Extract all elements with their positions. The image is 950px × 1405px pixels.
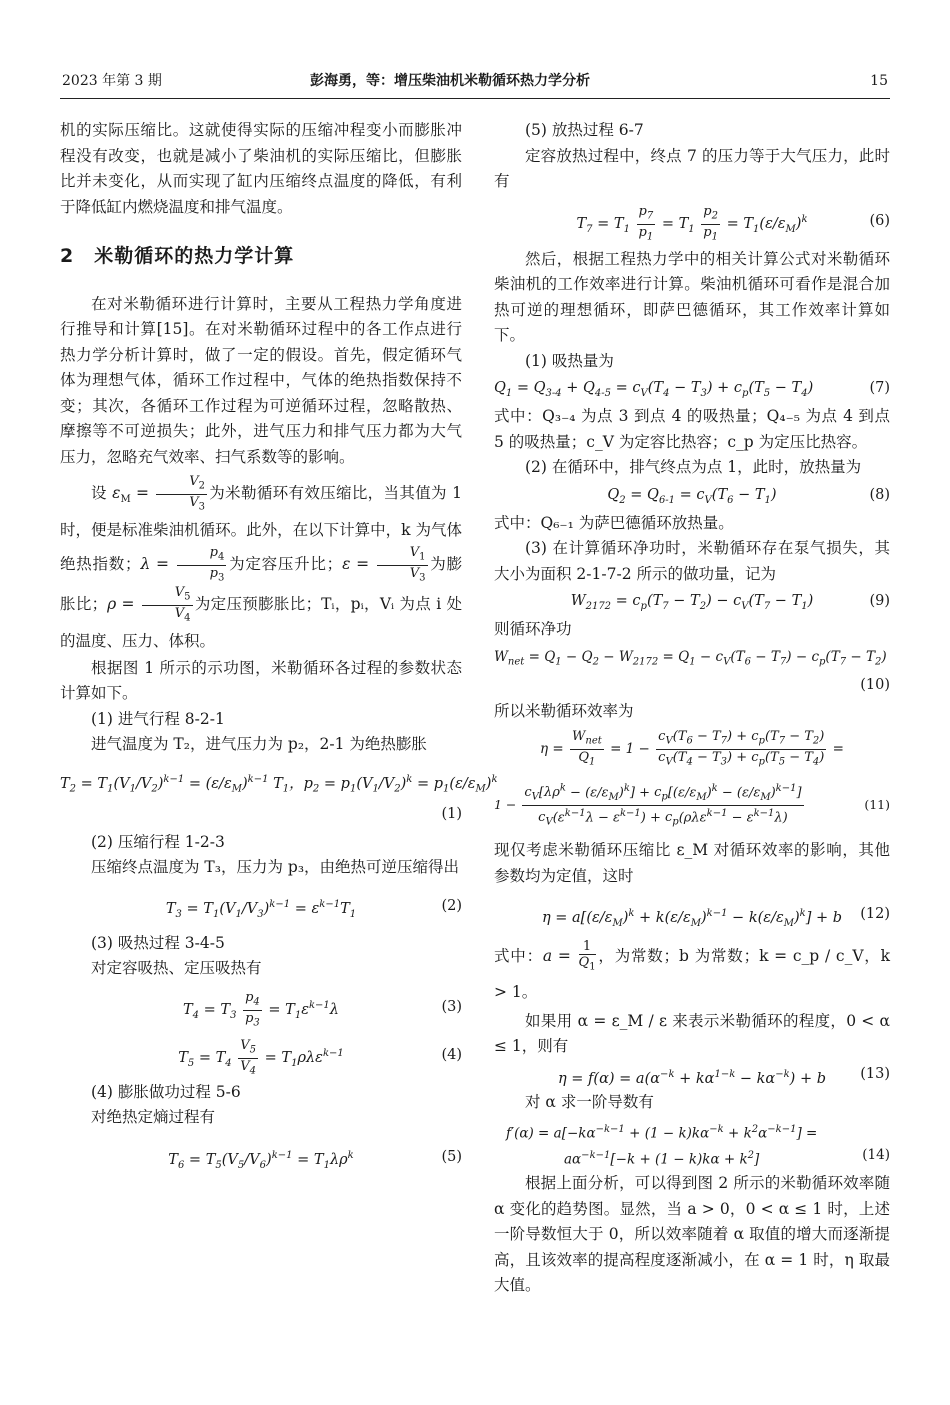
equation-10-number: (10) xyxy=(860,676,890,693)
equation-3: $T_4 = T_3$ $\frac{p_4}{p_3}$ = $T_1\varepsilon^{k-1}\lambda$ (3) xyxy=(183,990,462,1029)
equation-8: $Q_2 = Q_{6-1} = c_V(T_6 - T_1)$ (8) xyxy=(607,486,890,506)
equation-6: $T_7 = T_1$ $\frac{p_7}{p_1}$ = $T_1$ $\frac{p_2}{p_1}$ = $T_1(\varepsilon/\varepsilon_M)^k$ (6) xyxy=(576,204,890,243)
equation-11-line-2: 1 − $\frac{c_V[\lambda\rho^k - (\varepsilon/\varepsilon_M)^k] + c_p[(\varepsilon/\varepsilon_M)^k - (\varepsilon/\varepsilon_M)^{k-1}]}{c_V(\varepsilon^{k-1}\lambda - \varepsilon^{k-1}) + c_p(\rho\lambda\varepsilon^{k-1} - \varepsilon^{k-1}\lambda)}$ (11) xyxy=(494,783,890,828)
heat-absorbed-title: (1) 吸热量为 xyxy=(525,351,614,370)
step-1-title: (1) 进气行程 8-2-1 xyxy=(91,709,225,728)
efficiency-intro: 然后，根据工程热力学中的相关计算公式对米勒循环柴油机的工作效率进行计算。柴油机循环可看作是混合加热可逆的理想循环，即萨巴德循环，其工作效率计算如下。 xyxy=(494,249,890,344)
running-title: 彭海勇，等：增压柴油机米勒循环热力学分析 xyxy=(310,73,590,89)
step-2-title: (2) 压缩行程 1-2-3 xyxy=(91,832,225,851)
equation-10: $W_{net} = Q_1 - Q_2 - W_{2172} = Q_1 - c_V(T_6 - T_7) - c_p(T_7 - T_2)$ xyxy=(494,648,887,668)
eq12-note: 式中：a = $\frac{1}{Q_1}$ ，为常数；b 为常数；k = c_p / c_V，k > 1。 xyxy=(494,939,890,1001)
process-intro: 根据图 1 所示的示功图，米勒循环各过程的参数状态计算如下。 xyxy=(60,658,462,703)
equation-14-line-1: $f'(\alpha) = a[-k\alpha^{-k-1} + (1 - k)k\alpha^{-k} + k^2\alpha^{-k-1}]$ = xyxy=(506,1124,818,1142)
heat-released-title: (2) 在循环中，排气终点为点 1，此时，放热量为 xyxy=(525,458,862,476)
pump-loss-text: (3) 在计算循环净功时，米勒循环存在泵气损失，其大小为面积 2-1-7-2 所示的做功量，记为 xyxy=(494,539,890,583)
step-3-title: (3) 吸热过程 3-4-5 xyxy=(91,933,225,952)
equation-5: $T_6 = T_5(V_5/V_6)^{k-1} = T_1\lambda\rho^k$ (5) xyxy=(168,1148,462,1172)
equation-4: $T_5 = T_4$ $\frac{V_5}{V_4}$ = $T_1\rho\lambda\varepsilon^{k-1}$ (4) xyxy=(178,1038,462,1077)
step-1-text: 进气温度为 T₂，进气压力为 p₂，2-1 为绝热膨胀 xyxy=(91,735,427,754)
section-heading: 2 米勒循环的热力学计算 xyxy=(60,245,295,267)
equation-13: $\eta = f(\alpha) = a(\alpha^{-k} + k\alpha^{1-k} - k\alpha^{-k}) + b$ (13) xyxy=(557,1065,890,1087)
step-5-text: 定容放热过程中，终点 7 的压力等于大气压力，此时有 xyxy=(494,146,890,190)
step-3-text: 对定容吸热、定压吸热有 xyxy=(91,959,262,978)
definition-paragraph: 设 $\varepsilon_M$ = $\frac{V_2}{V_3}$ 为米勒循环有效压缩比，当其值为 1 时，便是标准柴油机循环。此外，在以下计算中，k 为气体绝热指数；λ = $\frac{p_4}{p_3}$ 为定容压升比；ε = $\frac{V_1}{V_3}$ 为膨胀比；ρ = $\frac{V_5}{V_4}$ 为定压预膨胀比；Tᵢ，pᵢ，Vᵢ 为点 i 处的温度、压力、体积。 xyxy=(60,474,463,650)
efficiency-label: 所以米勒循环效率为 xyxy=(494,701,634,720)
conclusion-paragraph: 根据上面分析，可以得到图 2 所示的米勒循环效率随 α 变化的趋势图。显然，当 a > 0，0 < α ≤ 1 时，上述一阶导数恒大于 0，所以效率随着 α 取值的增大而逐渐提高，且该效率的提高程度逐渐减小，在 α = 1 时，η 取最大值。 xyxy=(494,1174,890,1295)
eq8-note: 式中：Q₆₋₁ 为萨巴德循环放热量。 xyxy=(494,513,734,532)
equation-11-line-1: η = $\frac{W_{net}}{Q_1}$ = 1 − $\frac{c_V(T_6 - T_7) + c_p(T_7 - T_2)}{c_V(T_4 - T_3) + c_p(T_5 - T_4)}$ = xyxy=(540,729,844,768)
derivative-label: 对 α 求一阶导数有 xyxy=(525,1092,654,1111)
assumption-paragraph: 在对米勒循环进行计算时，主要从工程热力学角度进行推导和计算[15]。在对米勒循环过程中的各工作点进行热力学分析计算时，做了一定的假设。首先，假定循环气体为理想气体，循环工作过程中，气体的绝热指数保持不变；其次，各循环工作过程为可逆循环过程，忽略散热、摩擦等不可逆损失；此外，进气压力和排气压力都为大气压力，忽略充气效率、扫气系数等的影响。 xyxy=(60,294,462,466)
compression-ratio-effect: 现仅考虑米勒循环压缩比 ε_M 对循环效率的影响，其他参数均为定值，这时 xyxy=(494,841,890,885)
page-number: 15 xyxy=(870,73,888,89)
intro-paragraph: 机的实际压缩比。这就使得实际的压缩冲程变小而膨胀冲程没有改变，也就是减小了柴油机的实际压缩比，但膨胀比并未变化，从而实现了缸内压缩终点温度的降低，有利于降低缸内燃烧温度和排气温度。 xyxy=(60,121,462,216)
step-2-text: 压缩终点温度为 T₃，压力为 p₃，由绝热可逆压缩得出 xyxy=(91,858,460,877)
equation-9: $W_{2172} = c_p(T_7 - T_2) - c_V(T_7 - T_1)$ (9) xyxy=(570,593,890,612)
equation-7: $Q_1 = Q_{3-4} + Q_{4-5} = c_V(T_4 - T_3) + c_p(T_5 - T_4)$ (7) xyxy=(494,380,890,399)
equation-1: $T_2 = T_1(V_1/V_2)^{k-1} = (\varepsilon/\varepsilon_M)^{k-1}$ $T_1$，$p_2 = p_1(V_1/V_2)^k = p_1(\varepsilon/\varepsilon_M)^k$ xyxy=(60,773,498,795)
equation-14-line-2: $a\alpha^{-k-1}[-k + (1 - k)k\alpha + k^2]$ (14) xyxy=(564,1147,890,1168)
left-column xyxy=(60,118,498,1183)
net-work-label: 则循环净功 xyxy=(494,620,572,638)
equation-2: $T_3 = T_1(V_1/V_3)^{k-1} = \varepsilon^{k-1}T_1$ (2) xyxy=(165,897,462,921)
right-column xyxy=(494,118,890,1299)
eq7-note: 式中：Q₃₋₄ 为点 3 到点 4 的吸热量；Q₄₋₅ 为点 4 到点 5 的吸热量；c_V 为定容比热容；c_p 为定压比热容。 xyxy=(494,407,890,451)
equation-1-number: (1) xyxy=(441,805,462,822)
header-rule xyxy=(60,98,890,99)
equation-12: $\eta = a[(\varepsilon/\varepsilon_M)^k + k(\varepsilon/\varepsilon_M)^{k-1} - k(\varepsilon/\varepsilon_M)^k] + b$ (12) xyxy=(541,906,890,929)
alpha-definition: 如果用 α = ε_M / ε 来表示米勒循环的程度，0 < α ≤ 1，则有 xyxy=(494,1011,890,1056)
journal-issue: 2023 年第 3 期 xyxy=(62,73,162,89)
step-5-title: (5) 放热过程 6-7 xyxy=(525,121,644,139)
step-4-text: 对绝热定熵过程有 xyxy=(91,1108,216,1127)
step-4-title: (4) 膨胀做功过程 5-6 xyxy=(91,1082,241,1101)
